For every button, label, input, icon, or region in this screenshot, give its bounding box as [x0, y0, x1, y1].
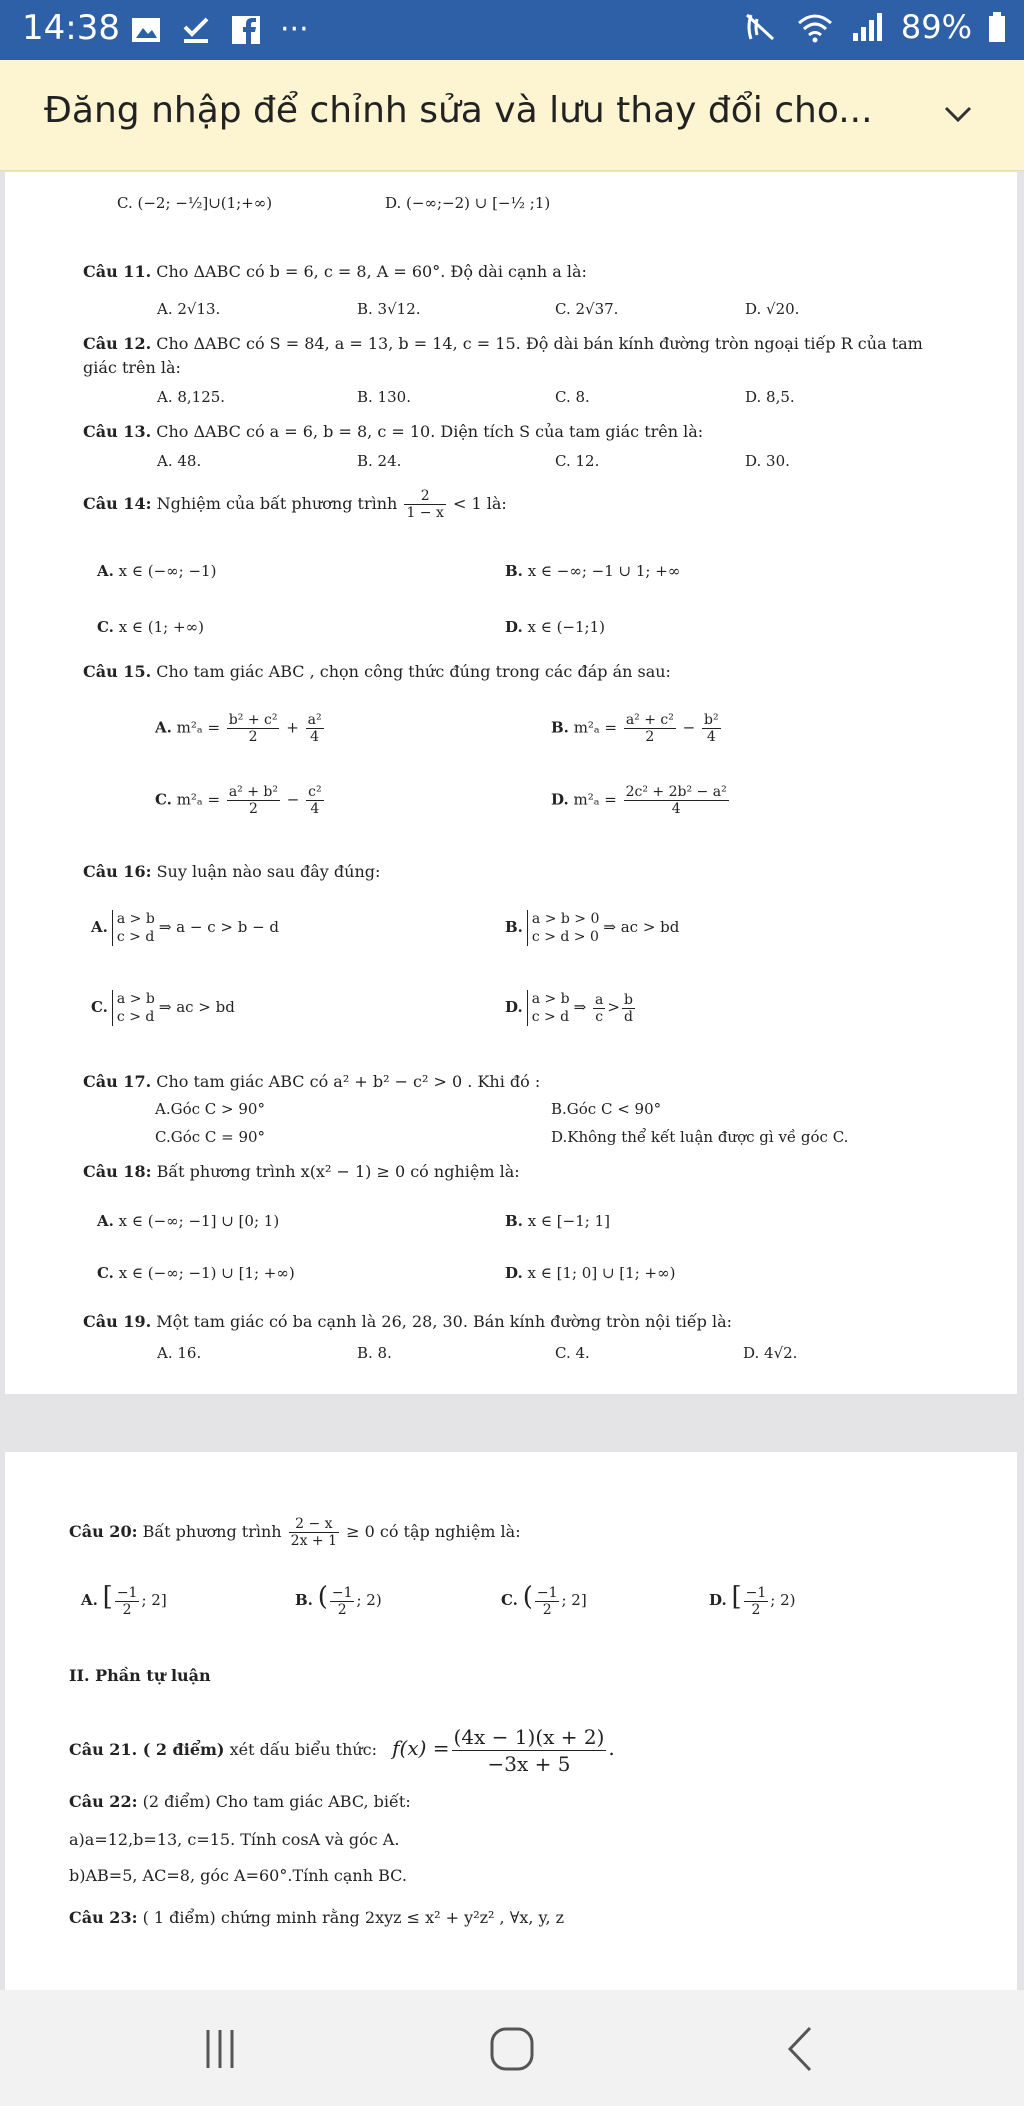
q11-option-b: B. 3√12.: [357, 300, 421, 318]
signal-icon: [851, 11, 885, 43]
question-13: Câu 13. Cho ΔABC có a = 6, b = 8, c = 10. Diện tích S của tam giác trên là:: [83, 422, 704, 441]
q14-option-a: A. x ∈ (−∞; −1): [97, 562, 217, 580]
q19-option-d: D. 4√2.: [743, 1344, 798, 1362]
q11-option-c: C. 2√37.: [555, 300, 619, 318]
q15-option-c: C. m²ₐ = $\frac{\text{a² + b²}}{2}$ − $\frac{\text{c²}}{4}$: [155, 784, 322, 817]
q16-option-b: B. a > b > 0 c > d > 0 ⇒ ac > bd: [505, 911, 680, 945]
question-20: Câu 20: Bất phương trình $\frac{2 - x}{2x + 1}$ ≥ 0 có tập nghiệm là:: [69, 1516, 521, 1549]
question-19: Câu 19. Một tam giác có ba cạnh là 26, 28, 30. Bán kính đường tròn nội tiếp là:: [83, 1312, 733, 1331]
download-icon: [180, 15, 212, 45]
question-23: Câu 23: ( 1 điểm) chứng minh rằng 2xyz ≤ x² + y²z² , ∀x, y, z: [69, 1908, 565, 1927]
q17-option-c: C.Góc C = 90°: [155, 1128, 266, 1146]
system-indicators: [743, 8, 1006, 46]
question-14: Câu 14: Nghiệm của bất phương trình $\frac{2}{1 - x}$ < 1 là:: [83, 488, 507, 521]
mute-icon: [743, 11, 779, 43]
document-page-2: [5, 1452, 1017, 1990]
q11-option-d: D. √20.: [745, 300, 800, 318]
q13-option-c: C. 12.: [555, 452, 600, 470]
question-22-part-b: b)AB=5, AC=8, góc A=60°.Tính cạnh BC.: [69, 1866, 407, 1885]
question-11: Câu 11. Cho ΔABC có b = 6, c = 8, A = 60°. Độ dài cạnh a là:: [83, 262, 587, 281]
q13-option-b: B. 24.: [357, 452, 402, 470]
q15-option-b: B. m²ₐ = $\frac{\text{a² + c²}}{2}$ − $\frac{\text{b²}}{4}$: [551, 712, 719, 745]
wifi-icon: [795, 11, 835, 43]
question-15: Câu 15. Cho tam giác ABC , chọn công thức đúng trong các đáp án sau:: [83, 662, 671, 681]
q20-option-b: B. ( $\frac{-1}{2}$ ; 2): [295, 1582, 382, 1618]
q12-option-d: D. 8,5.: [745, 388, 795, 406]
q18-option-c: C. x ∈ (−∞; −1) ∪ [1; +∞): [97, 1264, 295, 1282]
q17-option-b: B.Góc C < 90°: [551, 1100, 662, 1118]
q19-option-c: C. 4.: [555, 1344, 590, 1362]
document-page-1: [5, 172, 1017, 1394]
q12-option-c: C. 8.: [555, 388, 590, 406]
q17-option-a: A.Góc C > 90°: [155, 1100, 265, 1118]
q10-option-c: C. (−2; −½]∪(1;+∞): [117, 194, 273, 212]
chevron-down-icon[interactable]: [942, 100, 974, 128]
q18-option-d: D. x ∈ [1; 0] ∪ [1; +∞): [505, 1264, 676, 1282]
battery-icon: [988, 11, 1006, 43]
q19-option-b: B. 8.: [357, 1344, 392, 1362]
q14-option-c: C. x ∈ (1; +∞): [97, 618, 204, 636]
q18-option-a: A. x ∈ (−∞; −1] ∪ [0; 1): [97, 1212, 280, 1230]
q14-option-b: B. x ∈ −∞; −1 ∪ 1; +∞: [505, 562, 681, 580]
question-18: Câu 18: Bất phương trình x(x² − 1) ≥ 0 có nghiệm là:: [83, 1162, 520, 1181]
back-icon[interactable]: [770, 2022, 830, 2076]
q20-option-a: A. [ $\frac{-1}{2}$ ; 2]: [81, 1582, 167, 1618]
more-notifications: ···: [280, 12, 309, 47]
battery-percent: 89%: [900, 8, 972, 46]
clock: 14:38: [22, 8, 120, 48]
question-17: Câu 17. Cho tam giác ABC có a² + b² − c² > 0 . Khi đó :: [83, 1072, 541, 1091]
question-12: Câu 12. Cho ΔABC có S = 84, a = 13, b = 14, c = 15. Độ dài bán kính đường tròn ngoại tiếp R của tam: [83, 334, 923, 353]
navigation-bar: [0, 1990, 1024, 2106]
question-22-part-a: a)a=12,b=13, c=15. Tính cosA và góc A.: [69, 1830, 400, 1849]
q16-option-a: A. a > b c > d ⇒ a − c > b − d: [91, 911, 280, 945]
question-12-line2: giác trên là:: [83, 358, 181, 377]
gallery-icon: [130, 15, 162, 45]
banner-text: Đăng nhập để chỉnh sửa và lưu thay đổi cho...: [44, 90, 873, 131]
notification-icons: [130, 12, 309, 47]
q16-option-d: D. a > b c > d ⇒ $\frac{a}{c}$ > $\frac{b}{d}$: [505, 991, 633, 1025]
question-16: Câu 16: Suy luận nào sau đây đúng:: [83, 862, 381, 881]
q15-option-a: A. m²ₐ = $\frac{\text{b² + c²}}{2}$ + $\frac{\text{a²}}{4}$: [155, 712, 322, 745]
q13-option-d: D. 30.: [745, 452, 790, 470]
q12-option-b: B. 130.: [357, 388, 411, 406]
q20-option-d: D. [ $\frac{-1}{2}$ ; 2): [709, 1582, 796, 1618]
q19-option-a: A. 16.: [157, 1344, 202, 1362]
question-21: Câu 21. ( 2 điểm) xét dấu biểu thức: f(x) = $\frac{(4x - 1)(x + 2)}{-3x + 5}$ .: [69, 1725, 615, 1776]
q14-option-d: D. x ∈ (−1;1): [505, 618, 605, 636]
login-banner[interactable]: [0, 60, 1024, 171]
home-icon[interactable]: [482, 2022, 542, 2076]
facebook-icon: [230, 15, 262, 45]
q15-option-d: D. m²ₐ = $\frac{\text{2c² + 2b² − a²}}{4}$: [551, 784, 727, 817]
q10-option-d: D. (−∞;−2) ∪ [−½ ;1): [385, 194, 551, 212]
q17-option-d: D.Không thể kết luận được gì về góc C.: [551, 1128, 849, 1146]
q13-option-a: A. 48.: [157, 452, 202, 470]
q20-option-c: C. ( $\frac{-1}{2}$ ; 2]: [501, 1582, 587, 1618]
q18-option-b: B. x ∈ [−1; 1]: [505, 1212, 610, 1230]
q12-option-a: A. 8,125.: [157, 388, 226, 406]
q11-option-a: A. 2√13.: [157, 300, 221, 318]
section-heading: II. Phần tự luận: [69, 1666, 211, 1685]
recent-apps-icon[interactable]: [190, 2022, 250, 2076]
status-bar: [0, 0, 1024, 60]
question-22: Câu 22: (2 điểm) Cho tam giác ABC, biết:: [69, 1792, 411, 1811]
q16-option-c: C. a > b c > d ⇒ ac > bd: [91, 991, 235, 1025]
